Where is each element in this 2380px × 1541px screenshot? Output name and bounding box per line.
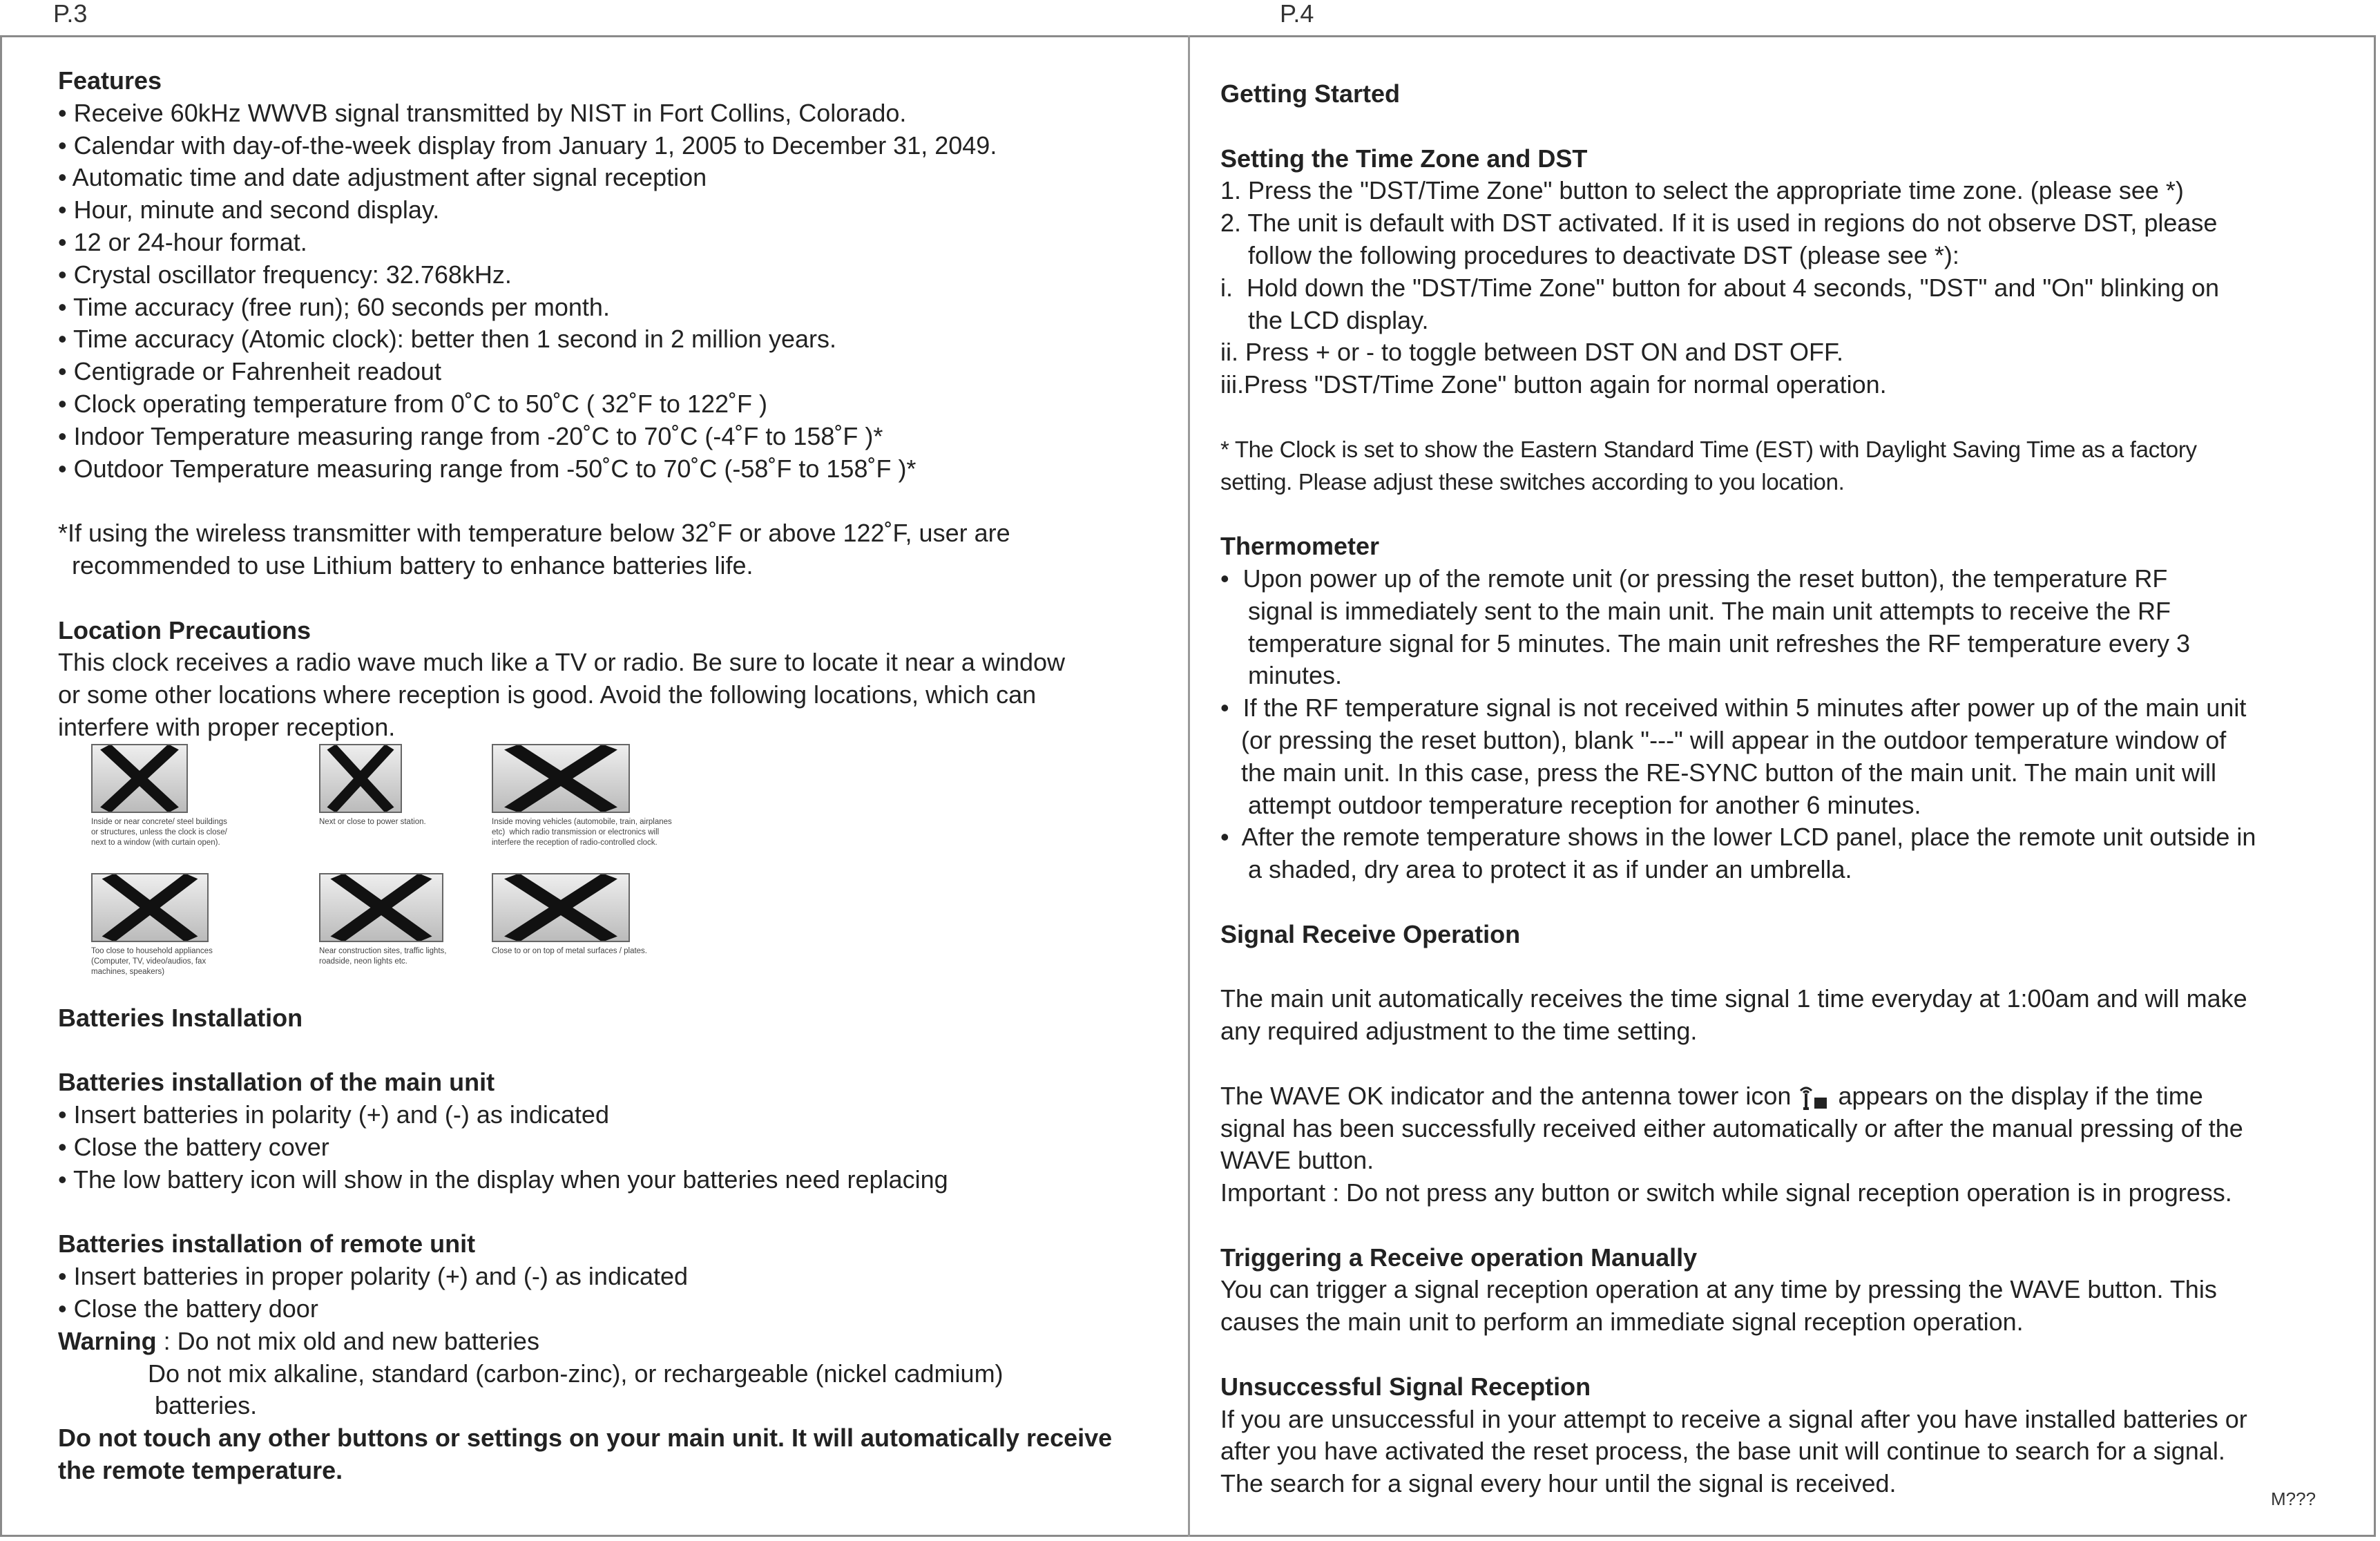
blank-line — [58, 582, 1112, 615]
blank-line — [1220, 886, 2256, 919]
warning-line — [58, 1325, 1112, 1358]
illustration-item — [319, 744, 485, 873]
blank-line — [1220, 1209, 2256, 1242]
text-line: • The low battery icon will show in the display when your batteries need replacing — [58, 1165, 948, 1194]
text-line: Important : Do not press any button or switch while signal reception operation is in progress. — [1220, 1178, 2232, 1207]
section-heading: Batteries installation of the main unit — [58, 1068, 495, 1097]
section-heading: Setting the Time Zone and DST — [1220, 144, 1588, 173]
text-line: If you are unsuccessful in your attempt to receive a signal after you have installed batteries or — [1220, 1404, 2247, 1433]
text-line: *If using the wireless transmitter with temperature below 32˚F or above 122˚F, user are — [58, 519, 1010, 548]
text-line: • Crystal oscillator frequency: 32.768kHz. — [58, 260, 512, 289]
section-heading: Batteries Installation — [58, 1003, 303, 1032]
text-line: minutes. — [1220, 661, 1343, 690]
text-line: • Time accuracy (free run); 60 seconds per month. — [58, 292, 610, 321]
text-before-icon: The WAVE OK indicator and the antenna tower icon — [1220, 1081, 1798, 1110]
page-divider — [1188, 35, 1190, 1537]
footnote-line: * The Clock is set to show the Eastern Standard Time (EST) with Daylight Saving Time as a factory — [1220, 436, 2197, 462]
text-line: iii.Press "DST/Time Zone" button again for normal operation. — [1220, 370, 1887, 399]
construction-icon — [319, 873, 443, 942]
blank-line — [1220, 951, 2256, 984]
text-line: interfere with proper reception. — [58, 712, 396, 741]
illustration-item — [492, 744, 740, 873]
text-line: • Clock operating temperature from 0˚C to 50˚C ( 32˚F to 122˚F ) — [58, 389, 767, 418]
section-heading: Location Precautions — [58, 615, 311, 644]
illustration-caption: Next or close to power station. — [319, 817, 426, 826]
power-station-icon — [319, 744, 402, 813]
text-line: Do not mix alkaline, standard (carbon-zinc), or rechargeable (nickel cadmium) — [58, 1359, 1004, 1388]
text-line: a shaded, dry area to protect it as if under an umbrella. — [1220, 855, 1852, 884]
text-line: after you have activated the reset process, the base unit will continue to search for a signal. — [1220, 1437, 2225, 1466]
section-heading: Getting Started — [1220, 79, 1401, 108]
text-line: recommended to use Lithium battery to enhance batteries life. — [58, 551, 754, 580]
text-line: attempt outdoor temperature reception for another 6 minutes. — [1220, 790, 1921, 819]
text-line: signal has been successfully received either automatically or after the manual pressing of the — [1220, 1113, 2243, 1142]
metal-cabinet-icon — [492, 873, 630, 942]
building-icon — [91, 744, 188, 813]
text-line: The main unit automatically receives the time signal 1 time everyday at 1:00am and will make — [1220, 984, 2247, 1013]
text-line: the remote temperature. — [58, 1455, 343, 1484]
illustration-item — [91, 744, 312, 873]
text-line: • Calendar with day-of-the-week display from January 1, 2005 to December 31, 2049. — [58, 131, 997, 160]
section-heading: Triggering a Receive operation Manually — [1220, 1243, 1698, 1272]
section-heading: Batteries installation of remote unit — [58, 1229, 476, 1258]
text-line: (or pressing the reset button), blank "---" will appear in the outdoor temperature window of — [1220, 725, 2227, 754]
text-line: • Centigrade or Fahrenheit readout — [58, 357, 441, 386]
text-line: the main unit. In this case, press the RE-SYNC button of the main unit. The main unit will — [1220, 758, 2217, 787]
blank-line — [1220, 401, 2256, 434]
text-line: temperature signal for 5 minutes. The main unit refreshes the RF temperature every 3 — [1220, 629, 2190, 658]
text-line: • Upon power up of the remote unit (or pressing the reset button), the temperature RF — [1220, 564, 2168, 593]
section-heading: Features — [58, 66, 162, 95]
text-line: • Close the battery cover — [58, 1132, 329, 1161]
blank-line — [58, 485, 1112, 517]
warning-text: : Do not mix old and new batteries — [156, 1326, 539, 1355]
text-line: • If the RF temperature signal is not received within 5 minutes after power up of the main unit — [1220, 693, 2247, 722]
blank-line — [1220, 1339, 2256, 1371]
text-line: batteries. — [58, 1391, 258, 1420]
page-number-right: P.4 — [1280, 0, 1314, 28]
footnote-line: setting. Please adjust these switches according to you location. — [1220, 468, 1845, 495]
section-heading: Unsuccessful Signal Reception — [1220, 1372, 1591, 1401]
text-line: • 12 or 24-hour format. — [58, 227, 307, 256]
illustration-caption: Near construction sites, traffic lights, roadside, neon lights etc. — [319, 946, 447, 966]
antenna-tower-icon — [1798, 1086, 1831, 1109]
blank-line — [1220, 111, 2256, 143]
text-line: • Hour, minute and second display. — [58, 195, 440, 224]
blank-line — [58, 1035, 1112, 1067]
section-heading: Thermometer — [1220, 532, 1380, 561]
illustration-caption: Too close to household appliances (Computer, TV, video/audios, fax machines, speakers) — [91, 946, 213, 976]
illustration-caption: Close to or on top of metal surfaces / plates. — [492, 946, 648, 955]
location-illustrations — [58, 744, 749, 1002]
text-line: signal is immediately sent to the main unit. The main unit attempts to receive the RF — [1220, 596, 2171, 625]
text-line: follow the following procedures to deactivate DST (please see *): — [1220, 240, 1959, 269]
text-line: This clock receives a radio wave much like a TV or radio. Be sure to locate it near a window — [58, 648, 1065, 677]
text-line: • Insert batteries in proper polarity (+) and (-) as indicated — [58, 1262, 689, 1291]
text-line: • After the remote temperature shows in the lower LCD panel, place the remote unit outside in — [1220, 823, 2256, 852]
model-code: M??? — [2271, 1489, 2316, 1509]
text-line: any required adjustment to the time setting. — [1220, 1017, 1698, 1046]
text-after-icon: appears on the display if the time — [1831, 1081, 2203, 1110]
warning-label: Warning — [58, 1326, 157, 1355]
illustration-caption: Inside or near concrete/ steel buildings or structures, unless the clock is close/ next to a window (with curtain open). — [91, 817, 227, 847]
illustration-item — [492, 873, 740, 1002]
text-line: You can trigger a signal reception operation at any time by pressing the WAVE button. This — [1220, 1275, 2217, 1304]
text-line: • Close the battery door — [58, 1294, 318, 1323]
text-line: • Indoor Temperature measuring range from -20˚C to 70˚C (-4˚F to 158˚F )* — [58, 421, 883, 450]
text-line: • Outdoor Temperature measuring range from -50˚C to 70˚C (-58˚F to 158˚F )* — [58, 454, 917, 483]
text-line: • Insert batteries in polarity (+) and (-) as indicated — [58, 1100, 609, 1129]
illustration-item — [91, 873, 312, 1002]
text-line: 1. Press the "DST/Time Zone" button to select the appropriate time zone. (please see *) — [1220, 176, 2184, 205]
illustration-caption: Inside moving vehicles (automobile, train, airplanes etc) which radio transmission or electronics will interfere the reception of radio-controlled clock. — [492, 817, 672, 847]
blank-line — [1220, 1048, 2256, 1080]
page-number-left: P.3 — [53, 0, 88, 28]
text-line: • Receive 60kHz WWVB signal transmitted by NIST in Fort Collins, Colorado. — [58, 98, 907, 127]
text-line: 2. The unit is default with DST activated. If it is used in regions do not observe DST, please — [1220, 209, 2218, 238]
vehicle-icon — [492, 744, 630, 813]
text-line: or some other locations where reception is good. Avoid the following locations, which can — [58, 680, 1037, 709]
text-line: causes the main unit to perform an immediate signal reception operation. — [1220, 1308, 2024, 1337]
left-page-content — [58, 65, 1112, 1487]
illustration-item — [319, 873, 485, 1002]
text-line: The search for a signal every hour until the signal is received. — [1220, 1469, 1897, 1498]
text-line: WAVE button. — [1220, 1146, 1374, 1175]
blank-line — [58, 1196, 1112, 1229]
text-line: ii. Press + or - to toggle between DST ON and DST OFF. — [1220, 338, 1844, 367]
text-line: Do not touch any other buttons or settings on your main unit. It will automatically receive — [58, 1424, 1113, 1453]
blank-line — [1220, 498, 2256, 530]
text-line: • Automatic time and date adjustment after signal reception — [58, 163, 707, 192]
section-heading: Signal Receive Operation — [1220, 919, 1521, 948]
text-line: • Time accuracy (Atomic clock): better then 1 second in 2 million years. — [58, 325, 837, 354]
text-line: the LCD display. — [1220, 305, 1429, 334]
computer-icon — [91, 873, 209, 942]
text-line — [1220, 1080, 2256, 1113]
right-page-content — [1220, 78, 2256, 1500]
text-line: i. Hold down the "DST/Time Zone" button for about 4 seconds, "DST" and "On" blinking on — [1220, 273, 2220, 302]
